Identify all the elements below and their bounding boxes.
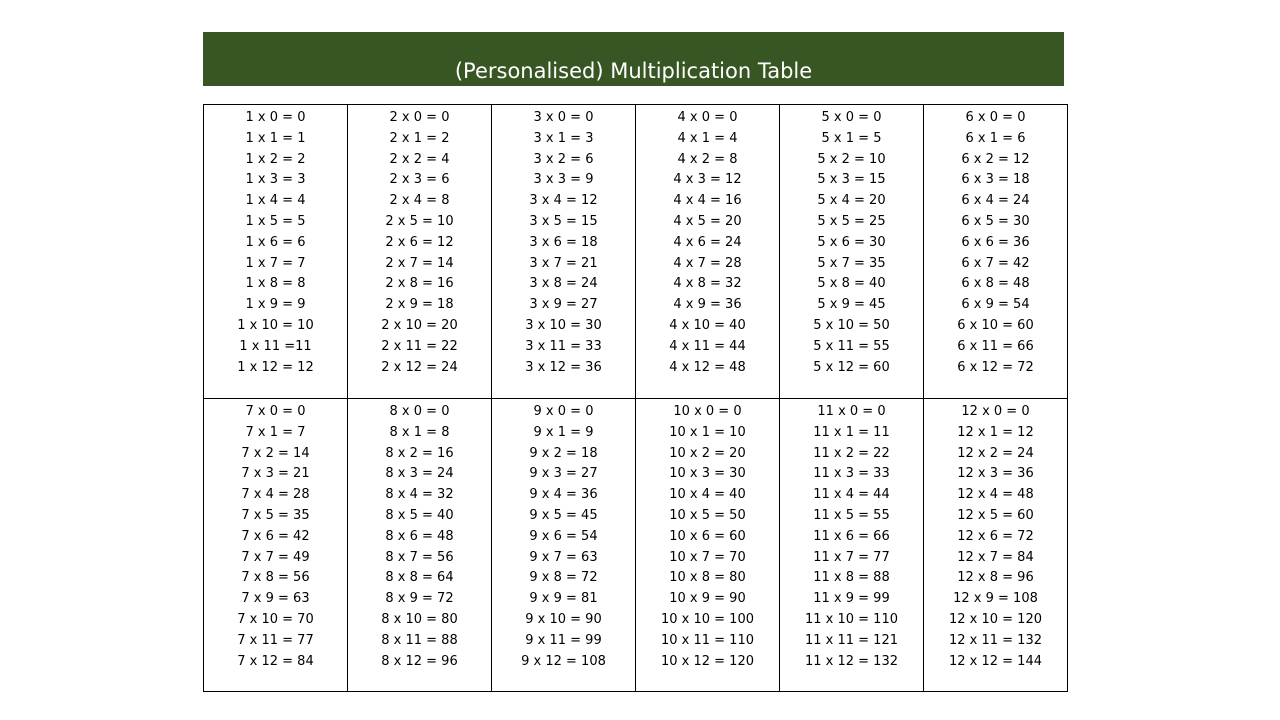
equation-line: 10 x 5 = 50 — [669, 507, 746, 523]
cell-lines — [348, 399, 491, 672]
equation-line: 9 x 6 = 54 — [529, 528, 598, 544]
cell-lines — [780, 105, 923, 378]
equation-line: 8 x 11 = 88 — [381, 632, 458, 648]
equation-line: 6 x 12 = 72 — [957, 359, 1034, 375]
cell-lines — [924, 399, 1067, 672]
equation-line: 10 x 11 = 110 — [660, 632, 754, 648]
equation-line: 8 x 4 = 32 — [385, 487, 454, 503]
equation-line: 10 x 0 = 0 — [673, 404, 742, 419]
equation-line: 8 x 7 = 56 — [385, 549, 454, 565]
equation-line: 2 x 10 = 20 — [381, 317, 458, 333]
equation-line: 10 x 3 = 30 — [669, 466, 746, 482]
equation-line: 3 x 4 = 12 — [529, 193, 598, 209]
equation-line: 9 x 4 = 36 — [529, 487, 598, 503]
cell-lines — [780, 399, 923, 672]
equation-line: 6 x 8 = 48 — [961, 276, 1030, 292]
equation-line: 9 x 11 = 99 — [525, 632, 602, 648]
equation-line: 6 x 7 = 42 — [961, 255, 1030, 271]
equation-line: 11 x 11 = 121 — [804, 632, 898, 648]
equation-line: 7 x 0 = 0 — [245, 404, 306, 419]
equation-line: 5 x 3 = 15 — [817, 172, 886, 188]
equation-line: 7 x 2 = 14 — [241, 445, 310, 461]
equation-line: 11 x 8 = 88 — [813, 570, 890, 586]
equation-line: 3 x 11 = 33 — [525, 338, 602, 354]
equation-line: 3 x 6 = 18 — [529, 234, 598, 250]
equation-line: 2 x 2 = 4 — [389, 151, 450, 167]
table-cell-times-5 — [780, 105, 924, 399]
table-cell-times-9 — [492, 399, 636, 692]
table-cell-times-12 — [924, 399, 1068, 692]
equation-line: 12 x 3 = 36 — [957, 466, 1034, 482]
equation-line: 7 x 6 = 42 — [241, 528, 310, 544]
cell-lines — [636, 399, 779, 672]
equation-line: 11 x 3 = 33 — [813, 466, 890, 482]
equation-line: 11 x 6 = 66 — [813, 528, 890, 544]
equation-line: 7 x 11 = 77 — [237, 632, 314, 648]
cell-lines — [348, 105, 491, 378]
equation-line: 8 x 5 = 40 — [385, 507, 454, 523]
equation-line: 7 x 9 = 63 — [241, 591, 310, 607]
equation-line: 2 x 4 = 8 — [389, 193, 450, 209]
equation-line: 9 x 8 = 72 — [529, 570, 598, 586]
equation-line: 12 x 0 = 0 — [961, 404, 1030, 419]
equation-line: 8 x 3 = 24 — [385, 466, 454, 482]
equation-line: 3 x 1 = 3 — [533, 130, 594, 146]
table-cell-times-7 — [204, 399, 348, 692]
title-bar — [203, 32, 1064, 86]
table-cell-times-4 — [636, 105, 780, 399]
equation-line: 11 x 0 = 0 — [817, 404, 886, 419]
equation-line: 11 x 12 = 132 — [804, 653, 898, 669]
equation-line: 6 x 10 = 60 — [957, 317, 1034, 333]
equation-line: 4 x 11 = 44 — [669, 338, 746, 354]
equation-line: 1 x 0 = 0 — [245, 110, 306, 125]
equation-line: 5 x 4 = 20 — [817, 193, 886, 209]
equation-line: 5 x 6 = 30 — [817, 234, 886, 250]
equation-line: 3 x 9 = 27 — [529, 297, 598, 313]
equation-line: 8 x 10 = 80 — [381, 611, 458, 627]
page-title: (Personalised) Multiplication Table — [454, 59, 813, 83]
equation-line: 6 x 5 = 30 — [961, 213, 1030, 229]
table-row-1-to-6 — [204, 105, 1068, 399]
equation-line: 6 x 0 = 0 — [965, 110, 1026, 125]
equation-line: 5 x 0 = 0 — [821, 110, 882, 125]
equation-line: 2 x 5 = 10 — [385, 213, 454, 229]
equation-line: 7 x 8 = 56 — [241, 570, 310, 586]
equation-line: 1 x 3 = 3 — [245, 172, 306, 188]
equation-line: 4 x 12 = 48 — [669, 359, 746, 375]
equation-line: 5 x 9 = 45 — [817, 297, 886, 313]
equation-line: 8 x 0 = 0 — [389, 404, 450, 419]
equation-line: 1 x 11 =11 — [239, 338, 312, 354]
equation-line: 2 x 9 = 18 — [385, 297, 454, 313]
equation-line: 2 x 6 = 12 — [385, 234, 454, 250]
equation-line: 9 x 7 = 63 — [529, 549, 598, 565]
table-cell-times-6 — [924, 105, 1068, 399]
equation-line: 2 x 12 = 24 — [381, 359, 458, 375]
equation-line: 8 x 2 = 16 — [385, 445, 454, 461]
equation-line: 7 x 5 = 35 — [241, 507, 310, 523]
equation-line: 2 x 7 = 14 — [385, 255, 454, 271]
equation-line: 11 x 9 = 99 — [813, 591, 890, 607]
equation-line: 6 x 11 = 66 — [957, 338, 1034, 354]
table-cell-times-11 — [780, 399, 924, 692]
equation-line: 11 x 10 = 110 — [804, 611, 898, 627]
equation-line: 6 x 3 = 18 — [961, 172, 1030, 188]
equation-line: 7 x 4 = 28 — [241, 487, 310, 503]
equation-line: 4 x 5 = 20 — [673, 213, 742, 229]
equation-line: 9 x 12 = 108 — [521, 653, 606, 669]
equation-line: 1 x 10 = 10 — [237, 317, 314, 333]
equation-line: 8 x 9 = 72 — [385, 591, 454, 607]
equation-line: 10 x 9 = 90 — [669, 591, 746, 607]
equation-line: 10 x 1 = 10 — [669, 424, 746, 440]
equation-line: 2 x 0 = 0 — [389, 110, 450, 125]
equation-line: 1 x 8 = 8 — [245, 276, 306, 292]
equation-line: 1 x 4 = 4 — [245, 193, 306, 209]
equation-line: 9 x 1 = 9 — [533, 424, 594, 440]
equation-line: 1 x 5 = 5 — [245, 213, 306, 229]
equation-line: 12 x 11 = 132 — [948, 632, 1042, 648]
equation-line: 3 x 2 = 6 — [533, 151, 594, 167]
equation-line: 6 x 2 = 12 — [961, 151, 1030, 167]
equation-line: 4 x 3 = 12 — [673, 172, 742, 188]
equation-line: 6 x 9 = 54 — [961, 297, 1030, 313]
equation-line: 9 x 3 = 27 — [529, 466, 598, 482]
equation-line: 12 x 4 = 48 — [957, 487, 1034, 503]
equation-line: 11 x 5 = 55 — [813, 507, 890, 523]
equation-line: 5 x 5 = 25 — [817, 213, 886, 229]
equation-line: 2 x 8 = 16 — [385, 276, 454, 292]
equation-line: 3 x 3 = 9 — [533, 172, 594, 188]
equation-line: 1 x 9 = 9 — [245, 297, 306, 313]
equation-line: 5 x 10 = 50 — [813, 317, 890, 333]
cell-lines — [924, 105, 1067, 378]
equation-line: 3 x 8 = 24 — [529, 276, 598, 292]
equation-line: 7 x 10 = 70 — [237, 611, 314, 627]
equation-line: 4 x 10 = 40 — [669, 317, 746, 333]
equation-line: 5 x 1 = 5 — [821, 130, 882, 146]
equation-line: 12 x 10 = 120 — [948, 611, 1042, 627]
table-cell-times-10 — [636, 399, 780, 692]
equation-line: 12 x 6 = 72 — [957, 528, 1034, 544]
table-cell-times-2 — [348, 105, 492, 399]
equation-line: 3 x 12 = 36 — [525, 359, 602, 375]
equation-line: 9 x 9 = 81 — [529, 591, 598, 607]
equation-line: 10 x 4 = 40 — [669, 487, 746, 503]
equation-line: 4 x 9 = 36 — [673, 297, 742, 313]
equation-line: 12 x 7 = 84 — [957, 549, 1034, 565]
equation-line: 11 x 7 = 77 — [813, 549, 890, 565]
table-cell-times-1 — [204, 105, 348, 399]
equation-line: 3 x 5 = 15 — [529, 213, 598, 229]
table-row-7-to-12 — [204, 399, 1068, 692]
cell-lines — [492, 399, 635, 672]
equation-line: 7 x 3 = 21 — [241, 466, 310, 482]
equation-line: 8 x 12 = 96 — [381, 653, 458, 669]
equation-line: 4 x 4 = 16 — [673, 193, 742, 209]
equation-line: 2 x 1 = 2 — [389, 130, 450, 146]
equation-line: 11 x 1 = 11 — [813, 424, 890, 440]
equation-line: 12 x 2 = 24 — [957, 445, 1034, 461]
equation-line: 10 x 7 = 70 — [669, 549, 746, 565]
equation-line: 9 x 2 = 18 — [529, 445, 598, 461]
equation-line: 10 x 2 = 20 — [669, 445, 746, 461]
equation-line: 3 x 7 = 21 — [529, 255, 598, 271]
equation-line: 12 x 5 = 60 — [957, 507, 1034, 523]
cell-lines — [204, 105, 347, 378]
equation-line: 4 x 0 = 0 — [677, 110, 738, 125]
equation-line: 6 x 4 = 24 — [961, 193, 1030, 209]
equation-line: 4 x 2 = 8 — [677, 151, 738, 167]
equation-line: 5 x 8 = 40 — [817, 276, 886, 292]
equation-line: 6 x 6 = 36 — [961, 234, 1030, 250]
equation-line: 10 x 10 = 100 — [660, 611, 754, 627]
equation-line: 3 x 0 = 0 — [533, 110, 594, 125]
equation-line: 1 x 7 = 7 — [245, 255, 306, 271]
equation-line: 1 x 2 = 2 — [245, 151, 306, 167]
equation-line: 5 x 11 = 55 — [813, 338, 890, 354]
equation-line: 8 x 8 = 64 — [385, 570, 454, 586]
equation-line: 10 x 12 = 120 — [660, 653, 754, 669]
equation-line: 5 x 2 = 10 — [817, 151, 886, 167]
table-cell-times-8 — [348, 399, 492, 692]
equation-line: 5 x 7 = 35 — [817, 255, 886, 271]
equation-line: 1 x 1 = 1 — [245, 130, 306, 146]
table-cell-times-3 — [492, 105, 636, 399]
equation-line: 12 x 8 = 96 — [957, 570, 1034, 586]
equation-line: 7 x 1 = 7 — [245, 424, 306, 440]
equation-line: 4 x 1 = 4 — [677, 130, 738, 146]
equation-line: 4 x 7 = 28 — [673, 255, 742, 271]
equation-line: 7 x 12 = 84 — [237, 653, 314, 669]
equation-line: 10 x 6 = 60 — [669, 528, 746, 544]
equation-line: 2 x 11 = 22 — [381, 338, 458, 354]
equation-line: 10 x 8 = 80 — [669, 570, 746, 586]
cell-lines — [492, 105, 635, 378]
equation-line: 2 x 3 = 6 — [389, 172, 450, 188]
multiplication-table — [203, 104, 1068, 692]
equation-line: 7 x 7 = 49 — [241, 549, 310, 565]
equation-line: 9 x 10 = 90 — [525, 611, 602, 627]
equation-line: 12 x 9 = 108 — [953, 591, 1038, 607]
equation-line: 11 x 4 = 44 — [813, 487, 890, 503]
cell-lines — [204, 399, 347, 672]
cell-lines — [636, 105, 779, 378]
equation-line: 6 x 1 = 6 — [965, 130, 1026, 146]
equation-line: 8 x 6 = 48 — [385, 528, 454, 544]
equation-line: 11 x 2 = 22 — [813, 445, 890, 461]
equation-line: 8 x 1 = 8 — [389, 424, 450, 440]
equation-line: 9 x 5 = 45 — [529, 507, 598, 523]
equation-line: 12 x 1 = 12 — [957, 424, 1034, 440]
equation-line: 4 x 8 = 32 — [673, 276, 742, 292]
equation-line: 1 x 6 = 6 — [245, 234, 306, 250]
equation-line: 3 x 10 = 30 — [525, 317, 602, 333]
equation-line: 1 x 12 = 12 — [237, 359, 314, 375]
equation-line: 12 x 12 = 144 — [948, 653, 1042, 669]
equation-line: 9 x 0 = 0 — [533, 404, 594, 419]
equation-line: 5 x 12 = 60 — [813, 359, 890, 375]
equation-line: 4 x 6 = 24 — [673, 234, 742, 250]
